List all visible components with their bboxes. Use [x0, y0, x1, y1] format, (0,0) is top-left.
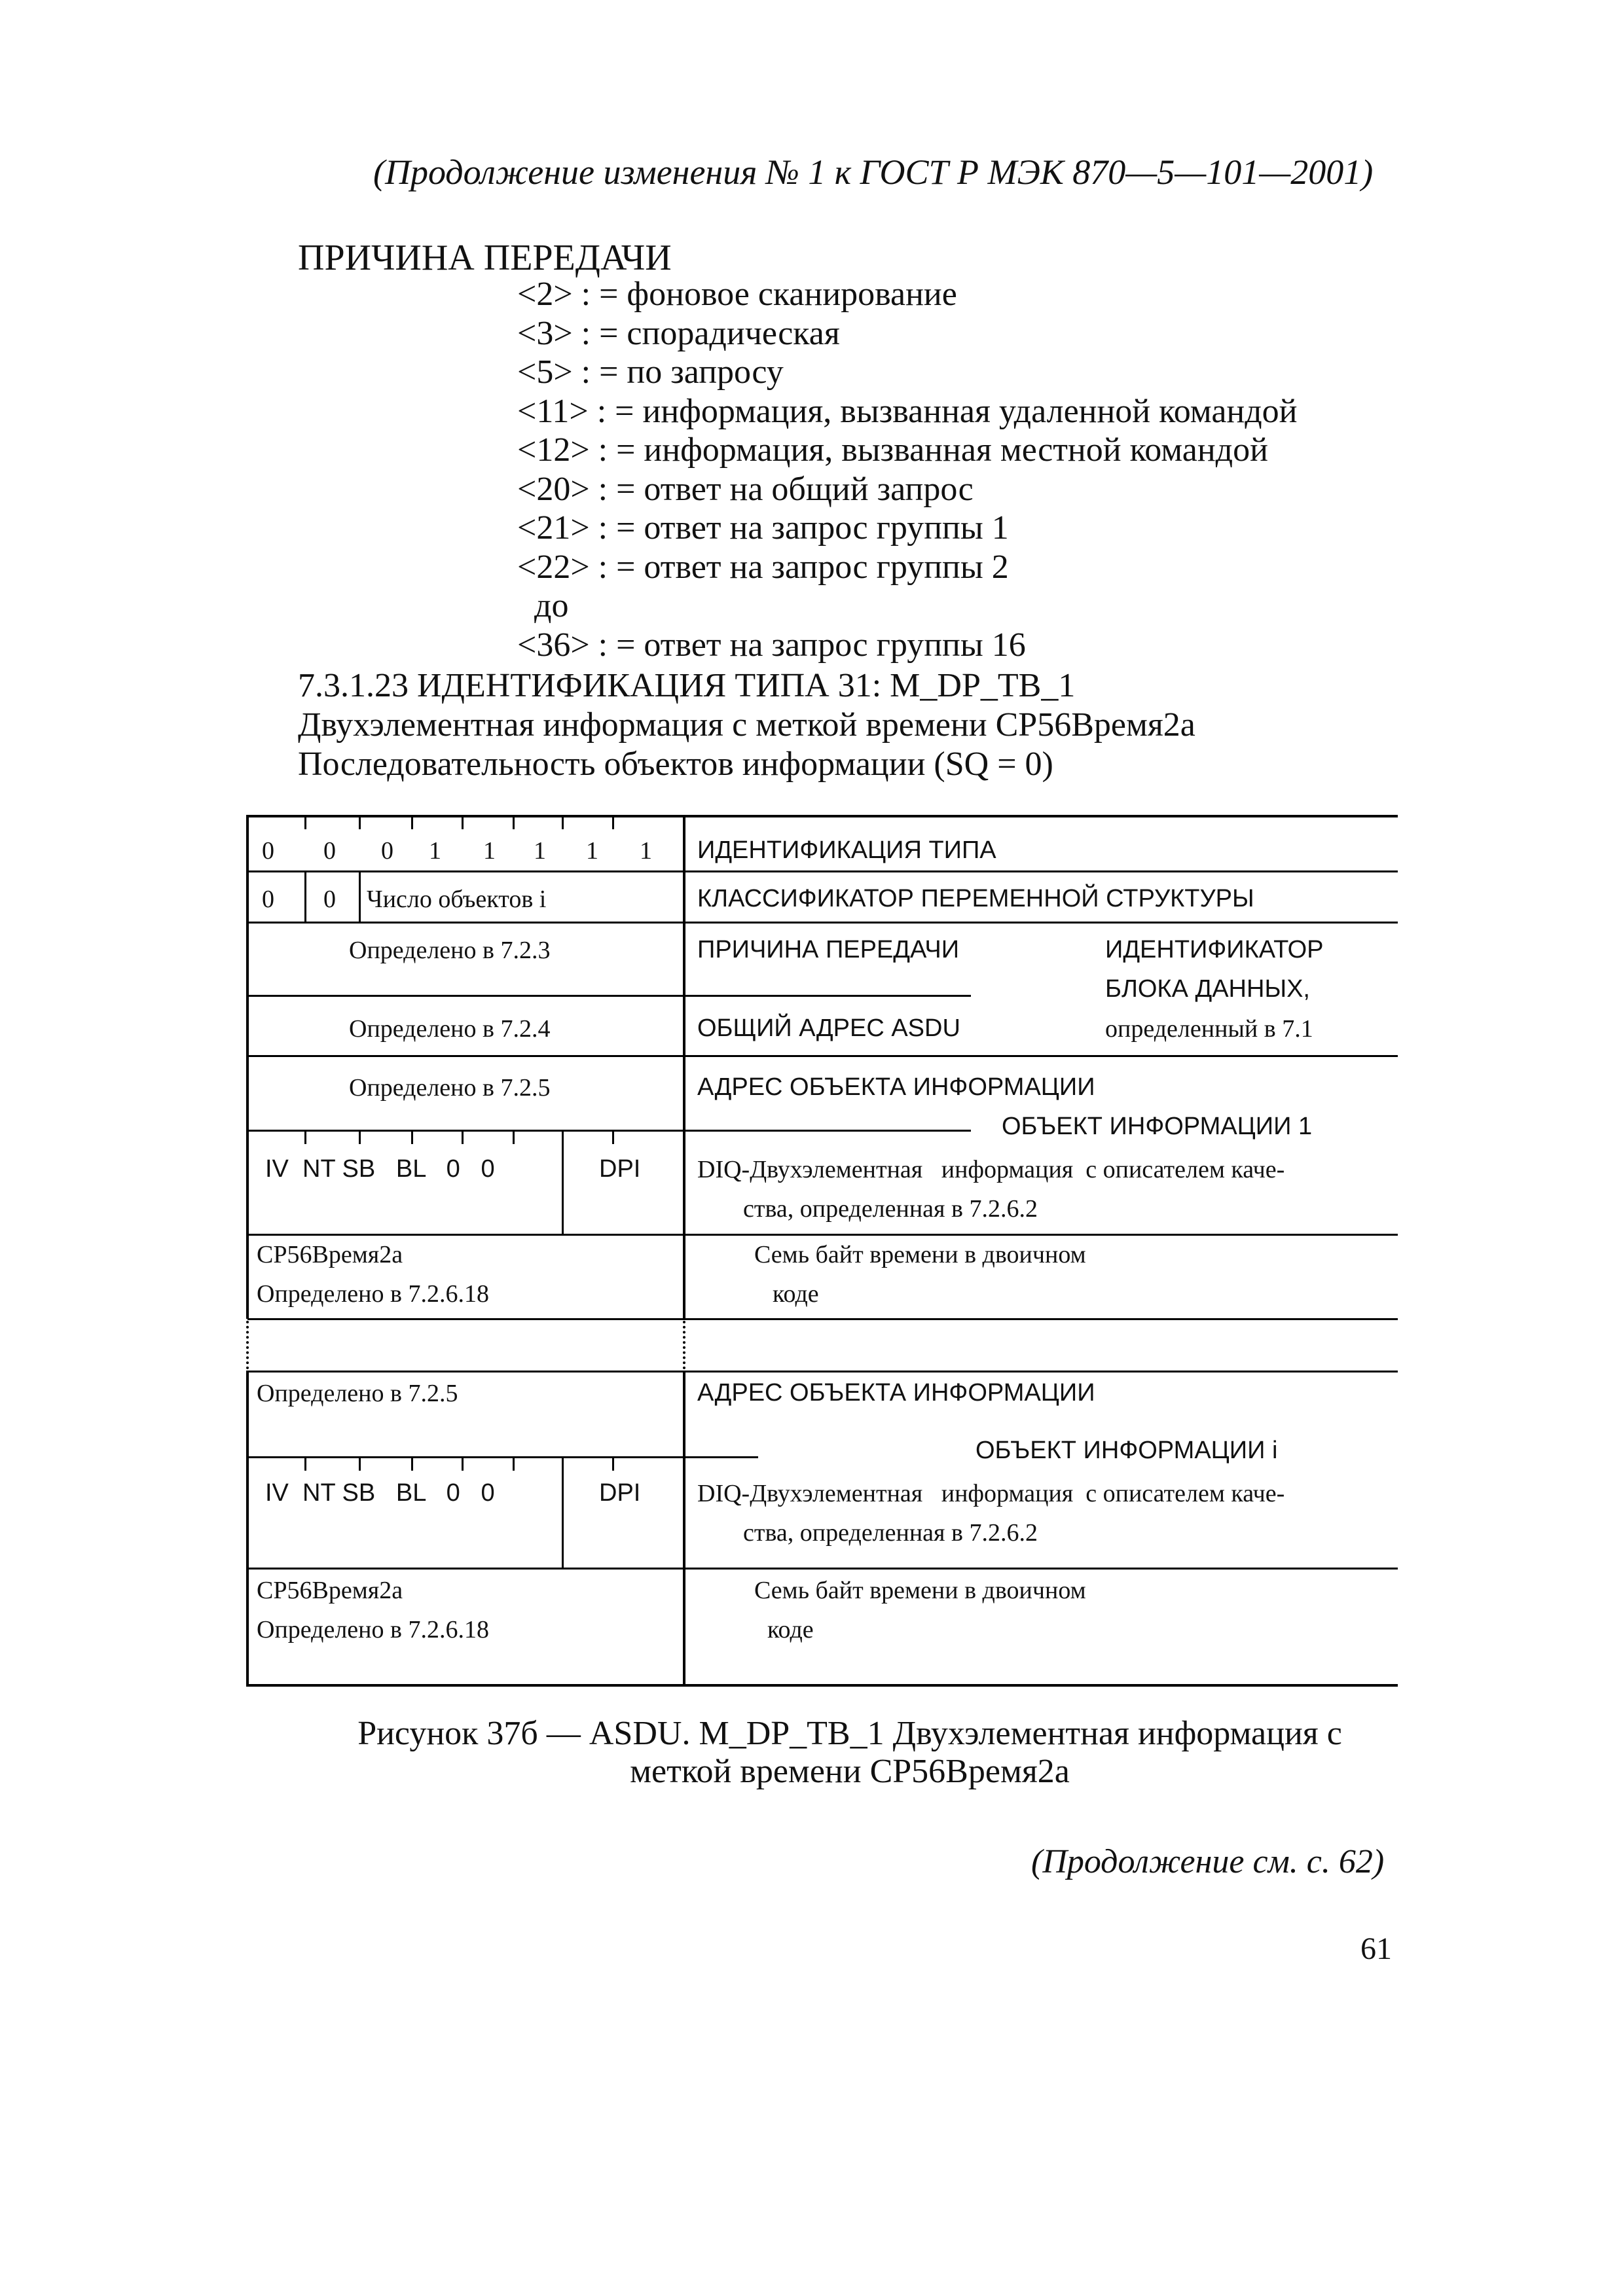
diq-description: DIQ-Двухэлементная информация с описателем каче- — [697, 1480, 1285, 1507]
time-description: Семь байт времени в двоичном — [754, 1241, 1086, 1268]
caption-line: Рисунок 37б — ASDU. M_DP_TB_1 Двухэлементная информация с — [357, 1715, 1342, 1752]
vsq-bit: 0 — [323, 886, 336, 913]
vsq-label: КЛАССИФИКАТОР ПЕРЕМЕННОЙ СТРУКТУРЫ — [697, 885, 1254, 912]
type-bit: 0 — [262, 837, 274, 865]
figure-caption — [300, 1715, 1400, 1791]
cause-code-item: <11> : = информация, вызванная удаленной командой — [517, 392, 1298, 430]
diq-description: DIQ-Двухэлементная информация с описателем каче- — [697, 1156, 1285, 1183]
diq-description: ства, определенная в 7.2.6.2 — [743, 1519, 1038, 1547]
dui-label: ИДЕНТИФИКАТОР — [1105, 936, 1324, 963]
info-object-label: ОБЪЕКТ ИНФОРМАЦИИ 1 — [1002, 1113, 1313, 1140]
dui-def: определенный в 7.1 — [1105, 1015, 1313, 1043]
info-object-label: ОБЪЕКТ ИНФОРМАЦИИ i — [976, 1437, 1278, 1464]
cause-code-item: <2> : = фоновое сканирование — [517, 276, 957, 313]
section-sequence: Последовательность объектов информации (SQ = 0) — [298, 745, 1053, 783]
time-name: СР56Время2а — [257, 1577, 403, 1604]
section-subtitle: Двухэлементная информация с меткой времени СР56Время2а — [298, 706, 1195, 744]
type-bit: 1 — [429, 837, 441, 865]
page-header: (Продолжение изменения № 1 к ГОСТ Р МЭК 870—5—101—2001) — [373, 152, 1374, 192]
time-def: Определено в 7.2.6.18 — [257, 1616, 489, 1643]
cause-code-item: <36> : = ответ на запрос группы 16 — [517, 626, 1026, 664]
dui-label: БЛОКА ДАННЫХ, — [1105, 975, 1310, 1003]
dpi-label: DPI — [599, 1155, 641, 1183]
type-bit: 0 — [381, 837, 393, 865]
type-bit: 1 — [483, 837, 496, 865]
cause-code-item: до — [517, 587, 569, 624]
time-description: коде — [767, 1616, 814, 1643]
caption-line: меткой времени СР56Время2а — [630, 1753, 1070, 1790]
diq-bits: IV NT SB BL 0 0 — [265, 1155, 495, 1183]
cause-code-item: <21> : = ответ на запрос группы 1 — [517, 509, 1009, 547]
cause-code-item: <22> : = ответ на запрос группы 2 — [517, 548, 1009, 586]
dpi-label: DPI — [599, 1479, 641, 1507]
cause-code-item: <5> : = по запросу — [517, 353, 784, 391]
type-bit: 1 — [586, 837, 598, 865]
time-description: коде — [773, 1280, 819, 1308]
type-bit: 1 — [534, 837, 546, 865]
common-address-label: ОБЩИЙ АДРЕС ASDU — [697, 1014, 960, 1042]
cause-code-item: <3> : = спорадическая — [517, 314, 840, 352]
type-bit: 1 — [640, 837, 652, 865]
continued-note: (Продолжение см. с. 62) — [1031, 1843, 1385, 1880]
type-id-label: ИДЕНТИФИКАЦИЯ ТИПА — [697, 836, 996, 864]
diq-bits: IV NT SB BL 0 0 — [265, 1479, 495, 1507]
section-number-title: 7.3.1.23 ИДЕНТИФИКАЦИЯ ТИПА 31: M_DP_TB_1 — [298, 667, 1076, 704]
cot-def: Определено в 7.2.3 — [349, 937, 551, 964]
type-bit: 0 — [323, 837, 336, 865]
cause-code-item: <20> : = ответ на общий запрос — [517, 470, 974, 508]
ioa-def: Определено в 7.2.5 — [257, 1380, 458, 1407]
time-name: СР56Время2а — [257, 1241, 403, 1268]
diq-description: ства, определенная в 7.2.6.2 — [743, 1195, 1038, 1223]
addr-def: Определено в 7.2.4 — [349, 1015, 551, 1043]
time-description: Семь байт времени в двоичном — [754, 1577, 1086, 1604]
ioa-def: Определено в 7.2.5 — [349, 1074, 551, 1102]
ioa-label: АДРЕС ОБЪЕКТА ИНФОРМАЦИИ — [697, 1379, 1095, 1407]
cause-code-item: <12> : = информация, вызванная местной командой — [517, 431, 1268, 469]
page-number: 61 — [1360, 1931, 1392, 1966]
cot-label: ПРИЧИНА ПЕРЕДАЧИ — [697, 936, 960, 963]
cause-title: ПРИЧИНА ПЕРЕДАЧИ — [298, 238, 672, 278]
time-def: Определено в 7.2.6.18 — [257, 1280, 489, 1308]
ioa-label: АДРЕС ОБЪЕКТА ИНФОРМАЦИИ — [697, 1073, 1095, 1101]
vsq-bit: 0 — [262, 886, 274, 913]
vsq-count: Число объектов i — [367, 886, 547, 913]
